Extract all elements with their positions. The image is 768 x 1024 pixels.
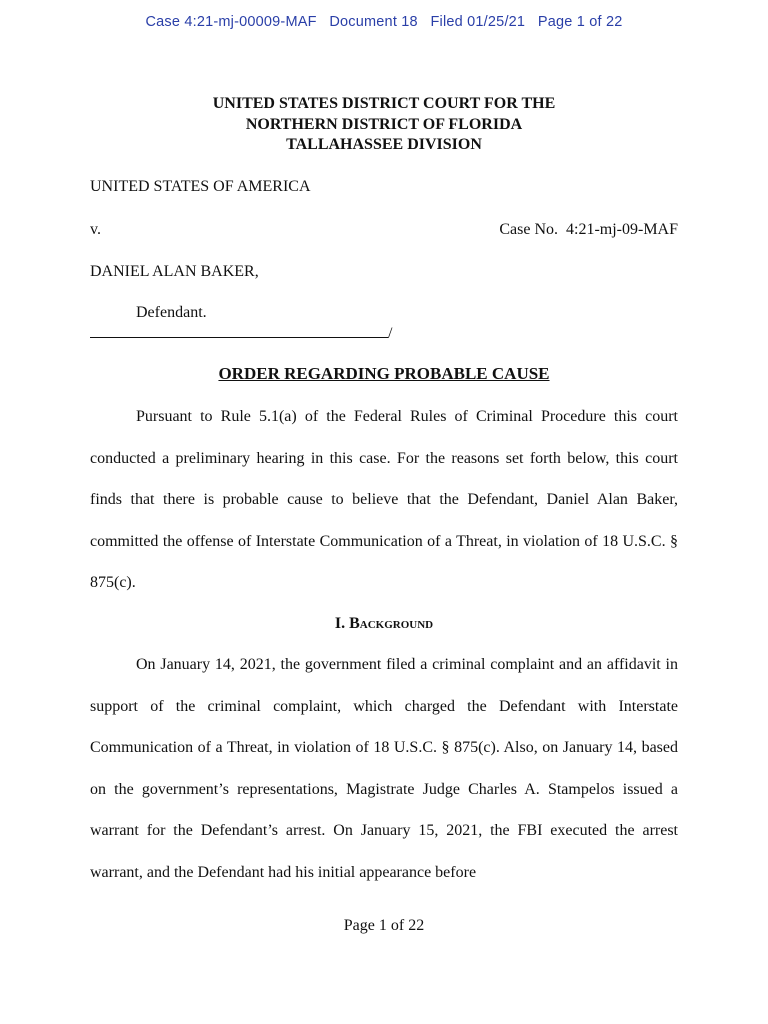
- section-numeral: I.: [334, 615, 346, 632]
- section-heading: [90, 614, 678, 634]
- background-paragraph: On January 14, 2021, the government filed a criminal complaint and an affidavit in support of the criminal complaint, which charged the Defendant with Interstate Communication of a Threat, in violation of 18 U.S.C. § 875(c). Also, on January 14, based on the government’s representations, Magistrate Judge Charles A. Stampelos issued a warrant for the Defendant’s arrest. On January 15, 2021, the FBI executed the arrest warrant, and the Defendant had his initial appearance before: [90, 656, 678, 881]
- caption-rule: [90, 322, 388, 338]
- court-heading-line: UNITED STATES DISTRICT COURT FOR THE: [212, 95, 556, 112]
- page-footer: Page 1 of 22: [343, 917, 425, 934]
- defendant-label: Defendant.: [136, 304, 207, 321]
- intro-paragraph: Pursuant to Rule 5.1(a) of the Federal Rules of Criminal Procedure this court conducted a preliminary hearing in this case. For the reasons set forth below, this court finds that there is probable cause to believe that the Defendant, Daniel Alan Baker, committed the offense of Interstate Communication of a Threat, in violation of 18 U.S.C. § 875(c).: [90, 408, 678, 592]
- stamp-document-number: Document 18: [329, 14, 418, 30]
- ecf-header-stamp: [0, 14, 768, 30]
- plaintiff-name: UNITED STATES OF AMERICA: [90, 178, 311, 195]
- order-title: ORDER REGARDING PROBABLE CAUSE: [218, 364, 550, 383]
- court-heading-line: NORTHERN DISTRICT OF FLORIDA: [245, 115, 523, 133]
- caption-slash: /: [388, 325, 393, 342]
- stamp-page-count: Page 1 of 22: [537, 14, 623, 30]
- section-title: Background: [349, 615, 434, 632]
- versus-label: v.: [90, 221, 101, 238]
- stamp-filed-date: Filed 01/25/21: [430, 14, 526, 30]
- caption-signature-line: [90, 322, 392, 344]
- stamp-case-number: Case 4:21-mj-00009-MAF: [145, 14, 317, 30]
- court-heading-line: TALLAHASSEE DIVISION: [286, 136, 482, 153]
- court-heading: [90, 94, 678, 156]
- case-number: Case No. 4:21-mj-09-MAF: [499, 221, 678, 238]
- defendant-name: DANIEL ALAN BAKER,: [90, 263, 259, 280]
